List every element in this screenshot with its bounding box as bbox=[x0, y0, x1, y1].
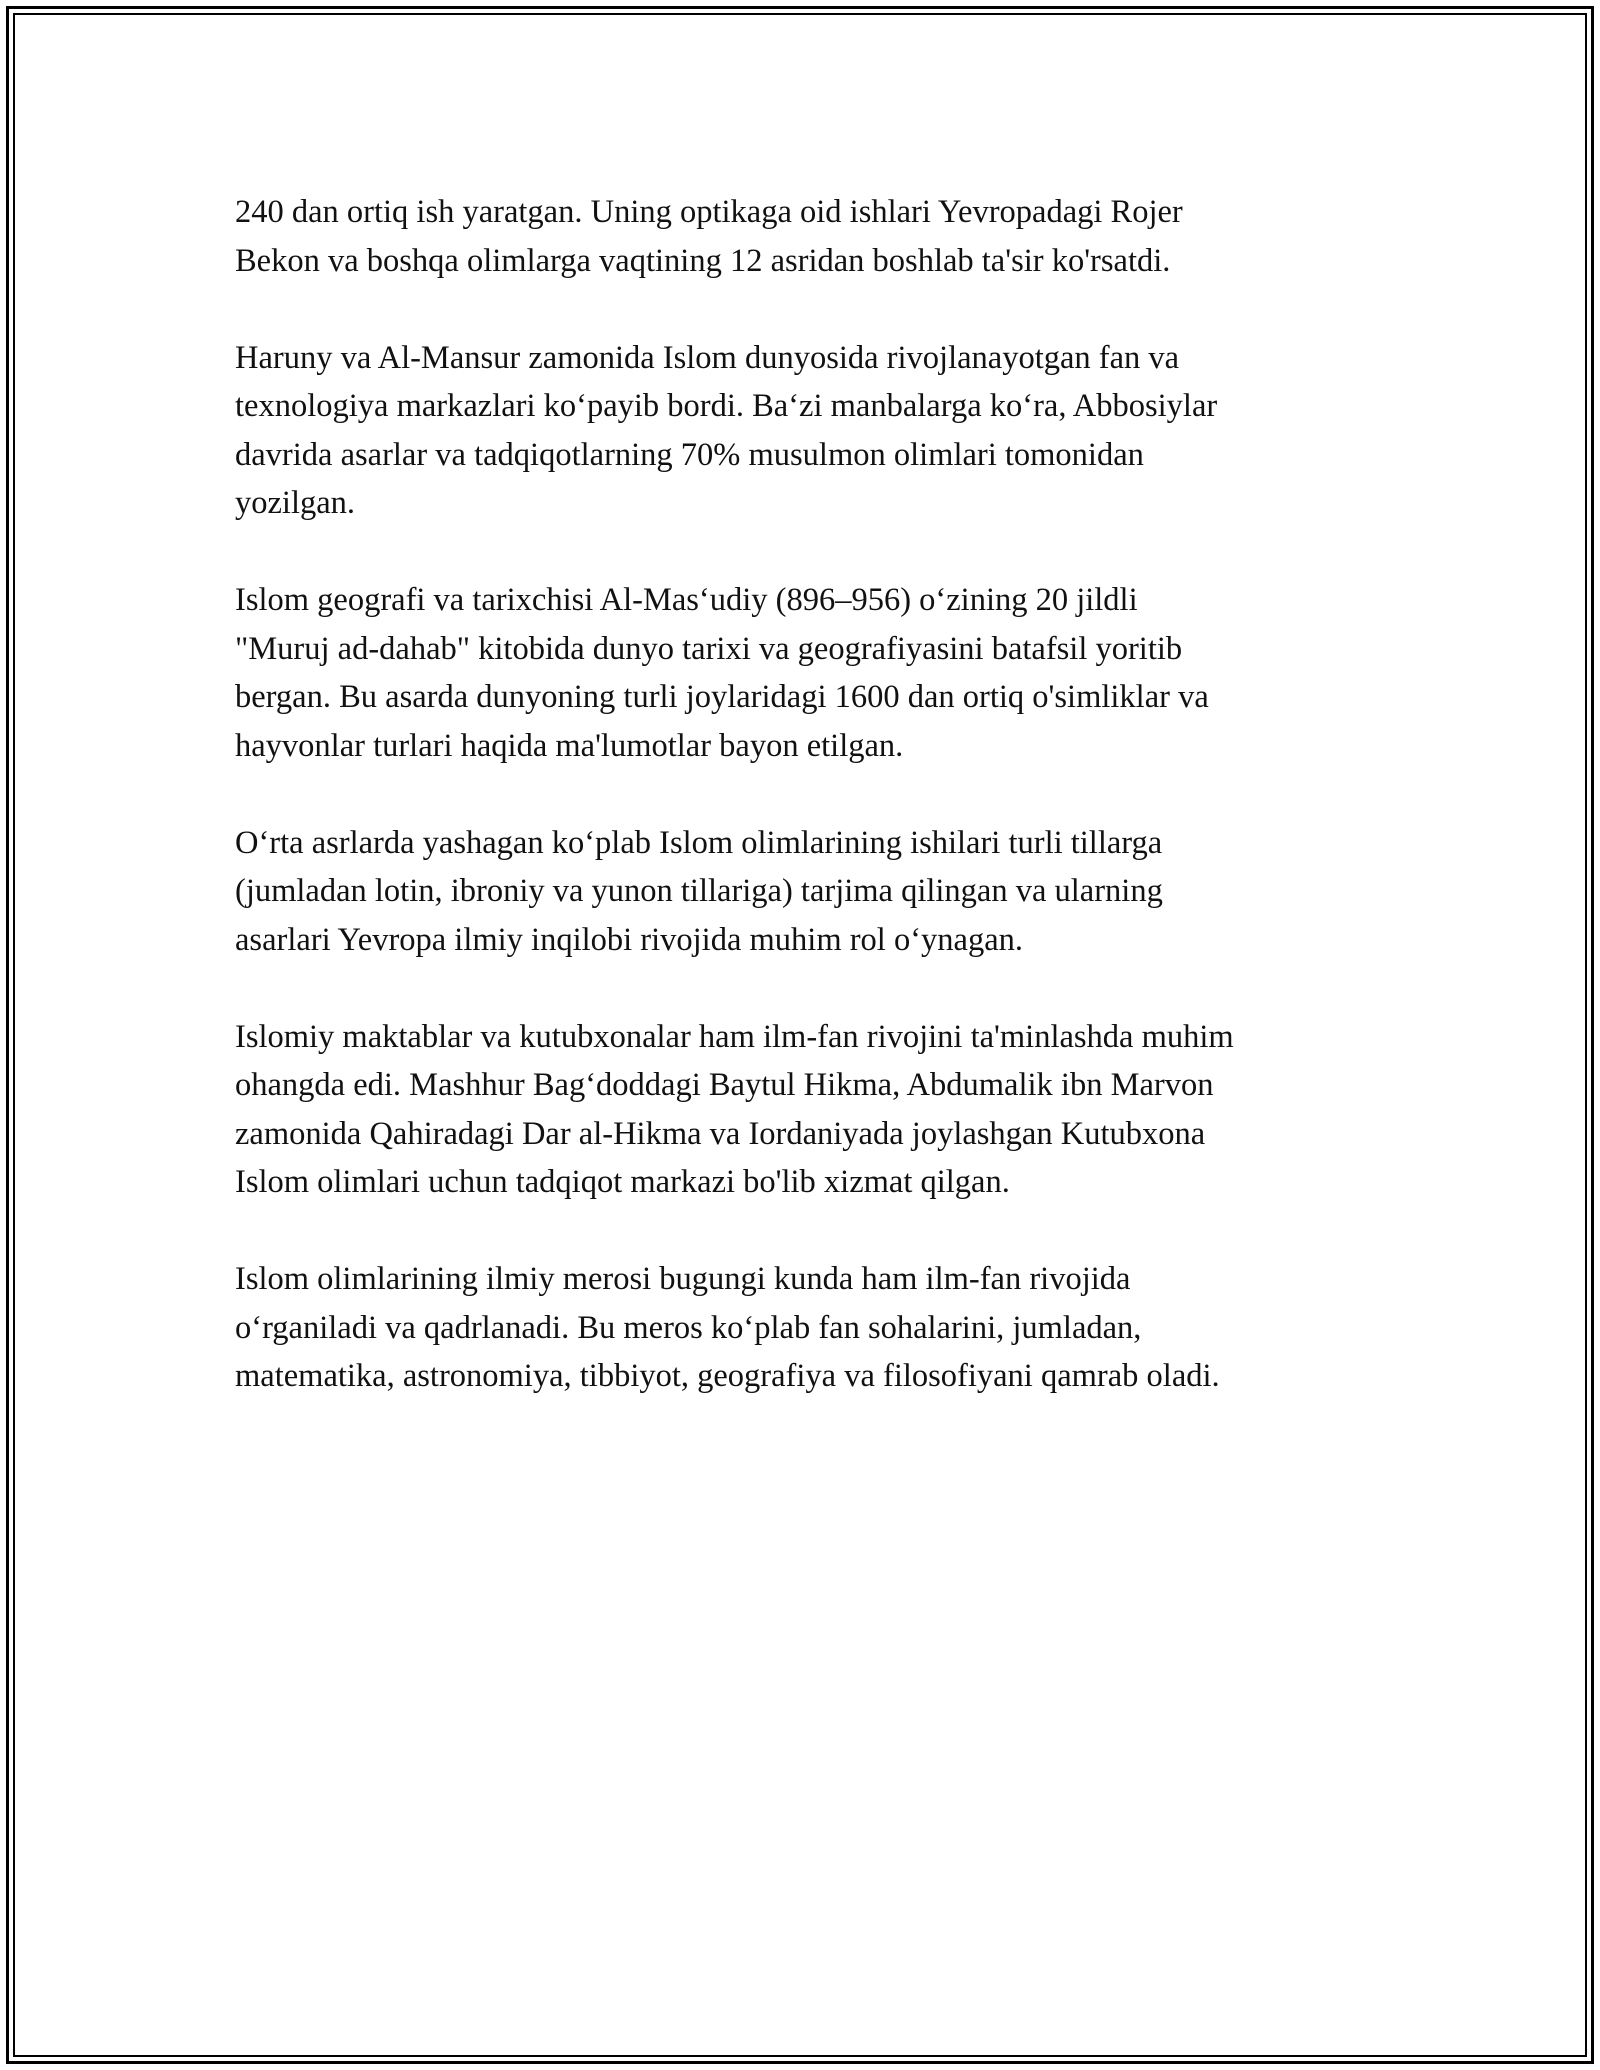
paragraph-5 bbox=[235, 1013, 1395, 1207]
paragraph-line: Islom geografi va tarixchisi Al-Mas‘udiy (896–956) o‘zining 20 jildli bbox=[235, 582, 1138, 618]
paragraph-line: Islomiy maktablar va kutubxonalar ham ilm-fan rivojini ta'minlashda muhim bbox=[235, 1018, 1234, 1055]
paragraph-line: Islom olimlari uchun tadqiqot markazi bo'lib xizmat qilgan. bbox=[235, 1164, 1010, 1200]
paragraph-line: Islom olimlarining ilmiy merosi bugungi kunda ham ilm-fan rivojida bbox=[235, 1261, 1131, 1297]
paragraph-line: asarlari Yevropa ilmiy inqilobi rivojida muhim rol o‘ynagan. bbox=[235, 921, 1023, 958]
paragraph-line: bergan. Bu asarda dunyoning turli joylaridagi 1600 dan ortiq o'simliklar va bbox=[235, 679, 1209, 715]
paragraph-line: 240 dan ortiq ish yaratgan. Uning optikaga oid ishlari Yevropadagi Rojer bbox=[235, 194, 1183, 230]
paragraph-line: zamonida Qahiradagi Dar al-Hikma va Iordaniyada joylashgan Kutubxona bbox=[235, 1115, 1206, 1152]
paragraph-3 bbox=[235, 576, 1395, 770]
paragraph-line: matematika, astronomiya, tibbiyot, geografiya va filosofiyani qamrab oladi. bbox=[235, 1358, 1220, 1394]
paragraph-line: texnologiya markazlari ko‘payib bordi. Ba‘zi manbalarga ko‘ra, Abbosiylar bbox=[235, 388, 1218, 424]
paragraph-line: O‘rta asrlarda yashagan ko‘plab Islom olimlarining ishilari turli tillarga bbox=[235, 824, 1163, 861]
paragraph-line: o‘rganiladi va qadrlanadi. Bu meros ko‘plab fan sohalarini, jumladan, bbox=[235, 1309, 1142, 1346]
paragraph-1 bbox=[235, 188, 1395, 285]
paragraph-line: hayvonlar turlari haqida ma'lumotlar bayon etilgan. bbox=[235, 727, 904, 764]
paragraph-4 bbox=[235, 819, 1395, 965]
paragraph-line: Bekon va boshqa olimlarga vaqtining 12 asridan boshlab ta'sir ko'rsatdi. bbox=[235, 242, 1171, 279]
paragraph-line: (jumladan lotin, ibroniy va yunon tillariga) tarjima qilingan va ularning bbox=[235, 873, 1163, 909]
paragraph-6 bbox=[235, 1255, 1395, 1401]
paragraph-line: yozilgan. bbox=[235, 485, 356, 521]
paragraph-2 bbox=[235, 334, 1395, 528]
paragraph-line: Haruny va Al-Mansur zamonida Islom dunyosida rivojlanayotgan fan va bbox=[235, 339, 1180, 376]
paragraph-line: davrida asarlar va tadqiqotlarning 70% musulmon olimlari tomonidan bbox=[235, 436, 1144, 473]
paragraph-line: ohangda edi. Mashhur Bag‘doddagi Baytul Hikma, Abdumalik ibn Marvon bbox=[235, 1067, 1214, 1103]
paragraph-line: "Muruj ad-dahab" kitobida dunyo tarixi va geografiyasini batafsil yoritib bbox=[235, 630, 1183, 667]
document-body bbox=[235, 188, 1395, 1449]
